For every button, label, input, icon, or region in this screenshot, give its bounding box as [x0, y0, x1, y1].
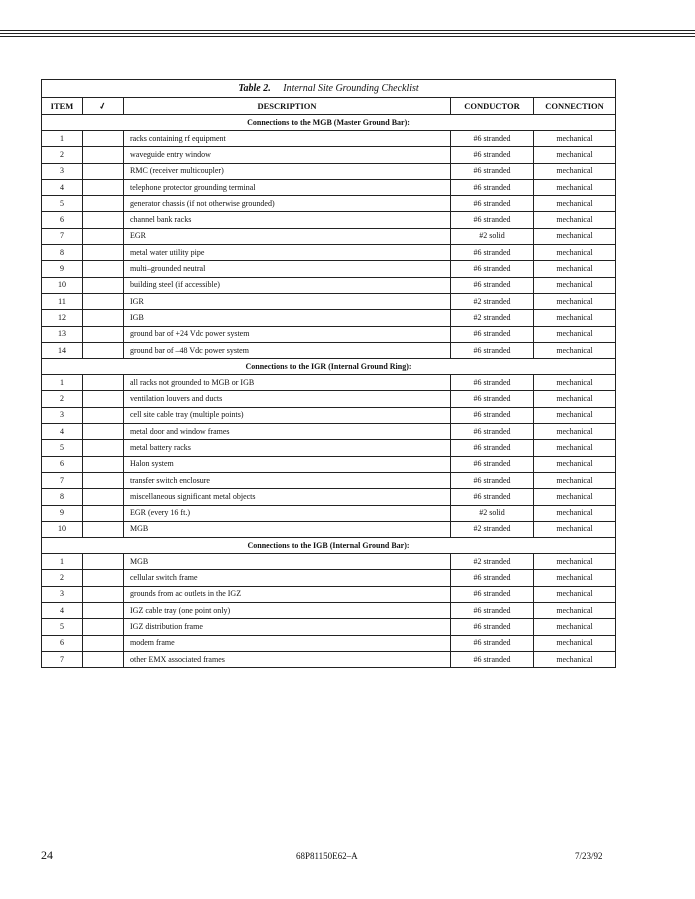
description-cell: ground bar of +24 Vdc power system	[124, 326, 451, 342]
table-row	[42, 472, 616, 488]
check-cell[interactable]	[83, 293, 124, 309]
table-row	[42, 245, 616, 261]
description-cell: channel bank racks	[124, 212, 451, 228]
check-cell[interactable]	[83, 554, 124, 570]
conductor-cell: #6 stranded	[451, 245, 534, 261]
description-cell: transfer switch enclosure	[124, 472, 451, 488]
check-cell[interactable]	[83, 228, 124, 244]
connection-cell: mechanical	[534, 196, 616, 212]
conductor-cell: #6 stranded	[451, 570, 534, 586]
header-check	[83, 98, 124, 115]
header-item: ITEM	[42, 98, 83, 115]
item-cell: 4	[42, 603, 83, 619]
description-cell: Halon system	[124, 456, 451, 472]
description-cell: EGR	[124, 228, 451, 244]
connection-cell: mechanical	[534, 342, 616, 358]
table-row	[42, 131, 616, 147]
table-row	[42, 147, 616, 163]
description-cell: metal battery racks	[124, 440, 451, 456]
connection-cell: mechanical	[534, 310, 616, 326]
conductor-cell: #6 stranded	[451, 179, 534, 195]
conductor-cell: #6 stranded	[451, 635, 534, 651]
description-cell: ventilation louvers and ducts	[124, 391, 451, 407]
table-header-row	[42, 98, 616, 115]
check-cell[interactable]	[83, 456, 124, 472]
connection-cell: mechanical	[534, 570, 616, 586]
item-cell: 9	[42, 261, 83, 277]
description-cell: IGZ cable tray (one point only)	[124, 603, 451, 619]
check-cell[interactable]	[83, 147, 124, 163]
check-cell[interactable]	[83, 635, 124, 651]
conductor-cell: #6 stranded	[451, 212, 534, 228]
description-cell: multi–grounded neutral	[124, 261, 451, 277]
table-row	[42, 456, 616, 472]
document-id: 68P81150E62–A	[296, 851, 358, 861]
conductor-cell: #6 stranded	[451, 163, 534, 179]
item-cell: 11	[42, 293, 83, 309]
item-cell: 8	[42, 489, 83, 505]
description-cell: RMC (receiver multicoupler)	[124, 163, 451, 179]
conductor-cell: #6 stranded	[451, 456, 534, 472]
item-cell: 8	[42, 245, 83, 261]
check-cell[interactable]	[83, 375, 124, 391]
section-header-row	[42, 359, 616, 375]
table-row	[42, 163, 616, 179]
check-cell[interactable]	[83, 391, 124, 407]
table-row	[42, 342, 616, 358]
check-cell[interactable]	[83, 245, 124, 261]
item-cell: 7	[42, 651, 83, 667]
description-cell: cellular switch frame	[124, 570, 451, 586]
header-rule-3	[0, 36, 695, 37]
table-row	[42, 196, 616, 212]
conductor-cell: #6 stranded	[451, 489, 534, 505]
description-cell: generator chassis (if not otherwise grounded)	[124, 196, 451, 212]
check-cell[interactable]	[83, 179, 124, 195]
item-cell: 5	[42, 196, 83, 212]
connection-cell: mechanical	[534, 212, 616, 228]
description-cell: miscellaneous significant metal objects	[124, 489, 451, 505]
conductor-cell: #6 stranded	[451, 147, 534, 163]
section-title: Connections to the IGB (Internal Ground Bar):	[42, 538, 616, 554]
check-cell[interactable]	[83, 521, 124, 537]
item-cell: 2	[42, 391, 83, 407]
check-cell[interactable]	[83, 651, 124, 667]
connection-cell: mechanical	[534, 521, 616, 537]
connection-cell: mechanical	[534, 651, 616, 667]
item-cell: 4	[42, 179, 83, 195]
table-row	[42, 505, 616, 521]
item-cell: 10	[42, 277, 83, 293]
connection-cell: mechanical	[534, 293, 616, 309]
description-cell: MGB	[124, 521, 451, 537]
check-cell[interactable]	[83, 619, 124, 635]
description-cell: metal door and window frames	[124, 424, 451, 440]
header-description: DESCRIPTION	[124, 98, 451, 115]
description-cell: IGZ distribution frame	[124, 619, 451, 635]
check-cell[interactable]	[83, 196, 124, 212]
table-row	[42, 228, 616, 244]
check-cell[interactable]	[83, 489, 124, 505]
checkmark-icon: ✓	[97, 99, 108, 112]
item-cell: 5	[42, 440, 83, 456]
item-cell: 1	[42, 131, 83, 147]
check-cell[interactable]	[83, 310, 124, 326]
table-row	[42, 554, 616, 570]
conductor-cell: #6 stranded	[451, 472, 534, 488]
page-number: 24	[41, 848, 53, 862]
table-row	[42, 179, 616, 195]
connection-cell: mechanical	[534, 163, 616, 179]
check-cell[interactable]	[83, 505, 124, 521]
table-row	[42, 391, 616, 407]
section-header-row	[42, 115, 616, 131]
conductor-cell: #2 stranded	[451, 521, 534, 537]
conductor-cell: #6 stranded	[451, 261, 534, 277]
table-row	[42, 489, 616, 505]
conductor-cell: #6 stranded	[451, 277, 534, 293]
check-cell[interactable]	[83, 326, 124, 342]
grounding-checklist-table	[41, 79, 615, 668]
description-cell: racks containing rf equipment	[124, 131, 451, 147]
connection-cell: mechanical	[534, 391, 616, 407]
check-cell[interactable]	[83, 570, 124, 586]
conductor-cell: #2 solid	[451, 228, 534, 244]
item-cell: 5	[42, 619, 83, 635]
item-cell: 2	[42, 570, 83, 586]
item-cell: 3	[42, 163, 83, 179]
table-row	[42, 619, 616, 635]
item-cell: 6	[42, 212, 83, 228]
item-cell: 7	[42, 228, 83, 244]
table-row	[42, 635, 616, 651]
item-cell: 6	[42, 635, 83, 651]
description-cell: all racks not grounded to MGB or IGB	[124, 375, 451, 391]
table-caption	[42, 80, 616, 98]
conductor-cell: #6 stranded	[451, 603, 534, 619]
description-cell: waveguide entry window	[124, 147, 451, 163]
section-title: Connections to the MGB (Master Ground Bar):	[42, 115, 616, 131]
conductor-cell: #2 stranded	[451, 310, 534, 326]
table-row	[42, 277, 616, 293]
header-connection: CONNECTION	[534, 98, 616, 115]
table-row	[42, 293, 616, 309]
conductor-cell: #6 stranded	[451, 586, 534, 602]
conductor-cell: #6 stranded	[451, 391, 534, 407]
description-cell: ground bar of –48 Vdc power system	[124, 342, 451, 358]
table-row	[42, 212, 616, 228]
header-rule-2	[0, 33, 695, 34]
check-cell[interactable]	[83, 407, 124, 423]
item-cell: 14	[42, 342, 83, 358]
conductor-cell: #6 stranded	[451, 651, 534, 667]
description-cell: building steel (if accessible)	[124, 277, 451, 293]
connection-cell: mechanical	[534, 179, 616, 195]
table-row	[42, 570, 616, 586]
conductor-cell: #6 stranded	[451, 326, 534, 342]
check-cell[interactable]	[83, 586, 124, 602]
header-rule-1	[0, 30, 695, 31]
connection-cell: mechanical	[534, 456, 616, 472]
table-caption-label: Table 2.	[238, 82, 271, 94]
conductor-cell: #6 stranded	[451, 440, 534, 456]
check-cell[interactable]	[83, 212, 124, 228]
conductor-cell: #6 stranded	[451, 407, 534, 423]
connection-cell: mechanical	[534, 424, 616, 440]
connection-cell: mechanical	[534, 131, 616, 147]
description-cell: modem frame	[124, 635, 451, 651]
check-cell[interactable]	[83, 131, 124, 147]
item-cell: 3	[42, 586, 83, 602]
connection-cell: mechanical	[534, 147, 616, 163]
description-cell: cell site cable tray (multiple points)	[124, 407, 451, 423]
conductor-cell: #6 stranded	[451, 196, 534, 212]
description-cell: other EMX associated frames	[124, 651, 451, 667]
table-row	[42, 651, 616, 667]
item-cell: 4	[42, 424, 83, 440]
connection-cell: mechanical	[534, 326, 616, 342]
connection-cell: mechanical	[534, 603, 616, 619]
connection-cell: mechanical	[534, 489, 616, 505]
table-row	[42, 586, 616, 602]
section-header-row	[42, 538, 616, 554]
description-cell: MGB	[124, 554, 451, 570]
connection-cell: mechanical	[534, 472, 616, 488]
check-cell[interactable]	[83, 424, 124, 440]
connection-cell: mechanical	[534, 619, 616, 635]
conductor-cell: #2 stranded	[451, 293, 534, 309]
connection-cell: mechanical	[534, 277, 616, 293]
table-row	[42, 521, 616, 537]
connection-cell: mechanical	[534, 407, 616, 423]
table-row	[42, 326, 616, 342]
conductor-cell: #2 solid	[451, 505, 534, 521]
description-cell: IGB	[124, 310, 451, 326]
check-cell[interactable]	[83, 342, 124, 358]
conductor-cell: #6 stranded	[451, 131, 534, 147]
description-cell: grounds from ac outlets in the IGZ	[124, 586, 451, 602]
document-date: 7/23/92	[575, 851, 603, 861]
conductor-cell: #6 stranded	[451, 342, 534, 358]
item-cell: 2	[42, 147, 83, 163]
header-conductor: CONDUCTOR	[451, 98, 534, 115]
description-cell: telephone protector grounding terminal	[124, 179, 451, 195]
table-row	[42, 440, 616, 456]
description-cell: EGR (every 16 ft.)	[124, 505, 451, 521]
item-cell: 13	[42, 326, 83, 342]
connection-cell: mechanical	[534, 635, 616, 651]
item-cell: 10	[42, 521, 83, 537]
conductor-cell: #6 stranded	[451, 424, 534, 440]
check-cell[interactable]	[83, 277, 124, 293]
table-row	[42, 375, 616, 391]
item-cell: 1	[42, 554, 83, 570]
table-caption-title: Internal Site Grounding Checklist	[283, 82, 419, 94]
item-cell: 3	[42, 407, 83, 423]
check-cell[interactable]	[83, 440, 124, 456]
connection-cell: mechanical	[534, 245, 616, 261]
conductor-cell: #6 stranded	[451, 375, 534, 391]
connection-cell: mechanical	[534, 261, 616, 277]
description-cell: IGR	[124, 293, 451, 309]
check-cell[interactable]	[83, 603, 124, 619]
conductor-cell: #6 stranded	[451, 619, 534, 635]
connection-cell: mechanical	[534, 440, 616, 456]
item-cell: 6	[42, 456, 83, 472]
table-row	[42, 603, 616, 619]
connection-cell: mechanical	[534, 375, 616, 391]
item-cell: 1	[42, 375, 83, 391]
check-cell[interactable]	[83, 472, 124, 488]
table-row	[42, 261, 616, 277]
table-row	[42, 424, 616, 440]
connection-cell: mechanical	[534, 228, 616, 244]
check-cell[interactable]	[83, 261, 124, 277]
item-cell: 12	[42, 310, 83, 326]
check-cell[interactable]	[83, 163, 124, 179]
table-row	[42, 407, 616, 423]
connection-cell: mechanical	[534, 505, 616, 521]
item-cell: 9	[42, 505, 83, 521]
item-cell: 7	[42, 472, 83, 488]
connection-cell: mechanical	[534, 554, 616, 570]
section-title: Connections to the IGR (Internal Ground Ring):	[42, 359, 616, 375]
conductor-cell: #2 stranded	[451, 554, 534, 570]
table-row	[42, 310, 616, 326]
description-cell: metal water utility pipe	[124, 245, 451, 261]
connection-cell: mechanical	[534, 586, 616, 602]
